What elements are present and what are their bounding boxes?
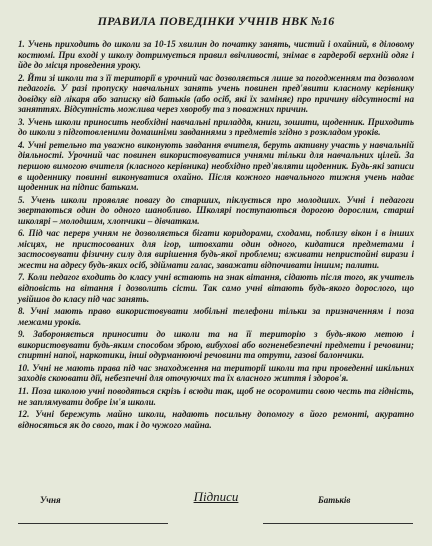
parents-signature-label: Батьків: [318, 495, 351, 505]
rule-7: 7. Коли педагог входить до класу учні встають на знак вітання, сідають після того, як учитель відповість на вітання і дозволить сісти. Так само учні вітають будь-якого дорослого, що увійшов до класу під час занять.: [18, 272, 414, 304]
rule-10: 10. Учні не мають права під час знаходження на території школи та при проведенні шкільних заходів скоювати дії, небезпечні для оточуючих та їх власного життя і здоров'я.: [18, 362, 414, 384]
rule-3: 3. Учень школи приносить необхідні навчальні приладдя, книги, зошити, щоденник. Приходить до школи з підготовленими домашніми завданнями з предметів згідно з розкладом уроків.: [18, 116, 414, 138]
rule-2: 2. Йти зі школи та з її території в урочний час дозволяється лише за погодженням та дозволом педагогів. У разі пропуску навчальних занять учень повинен пред'явити класному керівнику довідку від лікаря або записку від батьків (або осіб, які їх заміняє) про причину відсутності на заняттях. Відсутність можлива через хворобу та з поважних причин.: [18, 72, 414, 115]
signature-block: [18, 489, 414, 529]
rule-6: 6. Під час перерв учням не дозволяється бігати коридорами, сходами, поблизу вікон і в інших місцях, не пристосованих для ігор, штовхати один одного, кидатися предметами і застосовувати фізичну силу для вирішення будь-якої проблеми; вживати непристойні вирази і жести на адресу будь-яких осіб, здіймати галас, заважати відпочивати іншим; палити.: [18, 228, 414, 270]
rule-8: 8. Учні мають право використовувати мобільні телефони тільки за призначенням і поза межами уроків.: [18, 306, 414, 327]
parents-signature-line: [263, 523, 413, 524]
rule-12: 12. Учні бережуть майно школи, надають посильну допомогу в його ремонті, акуратно відносяться як до свого, так і до чужого майна.: [18, 409, 414, 430]
rule-5: 5. Учень школи проявляє повагу до старших, піклується про молодших. Учні і педагоги звертаються один до одного шанобливо. Школярі поступаються дорогою дорослим, старші школярі – молодшим, хлопчики – дівчаткам.: [18, 194, 414, 226]
document-title: ПРАВИЛА ПОВЕДІНКИ УЧНІВ НВК №16: [97, 14, 335, 28]
student-signature-line: [18, 523, 168, 524]
rule-1: 1. Учень приходить до школи за 10-15 хвилин до початку занять, чистий і охайний, в діловому костюмі. При вході у школу дотримується правил ввічливості, знімає в гардеробі верхній одяг і йде до місця проведення уроку.: [18, 39, 414, 71]
rule-4: 4. Учні ретельно та уважно виконують завдання вчителя, беруть активну участь у навчальній діяльності. Урочний час повинен використовуватися учнями тільки для навчальних цілей. За першою вимогою вчителя (класного керівника) необхідно пред'являти щоденник. Будь-які записи в щоденнику повинні виконуватися охайно. Після кожного навчального тижня учень надає щоденник на підпис батькам.: [18, 139, 414, 193]
rule-9: 9. Забороняється приносити до школи та на її територію з будь-якою метою і використовувати будь-яким способом зброю, вибухові або вогненебезпечні предмети і речовини; спиртні напої, наркотики, інші одурманюючі речовини та отрути, газові балончики.: [18, 329, 414, 361]
signatures-heading: Підписи: [193, 489, 239, 504]
rule-11: 11. Поза школою учні поводяться скрізь і всюди так, щоб не осоромити свою честь та гідність, не заплямувати добре ім'я школи.: [18, 385, 414, 407]
student-signature-label: Учня: [40, 495, 61, 505]
rules-list: [18, 39, 414, 430]
